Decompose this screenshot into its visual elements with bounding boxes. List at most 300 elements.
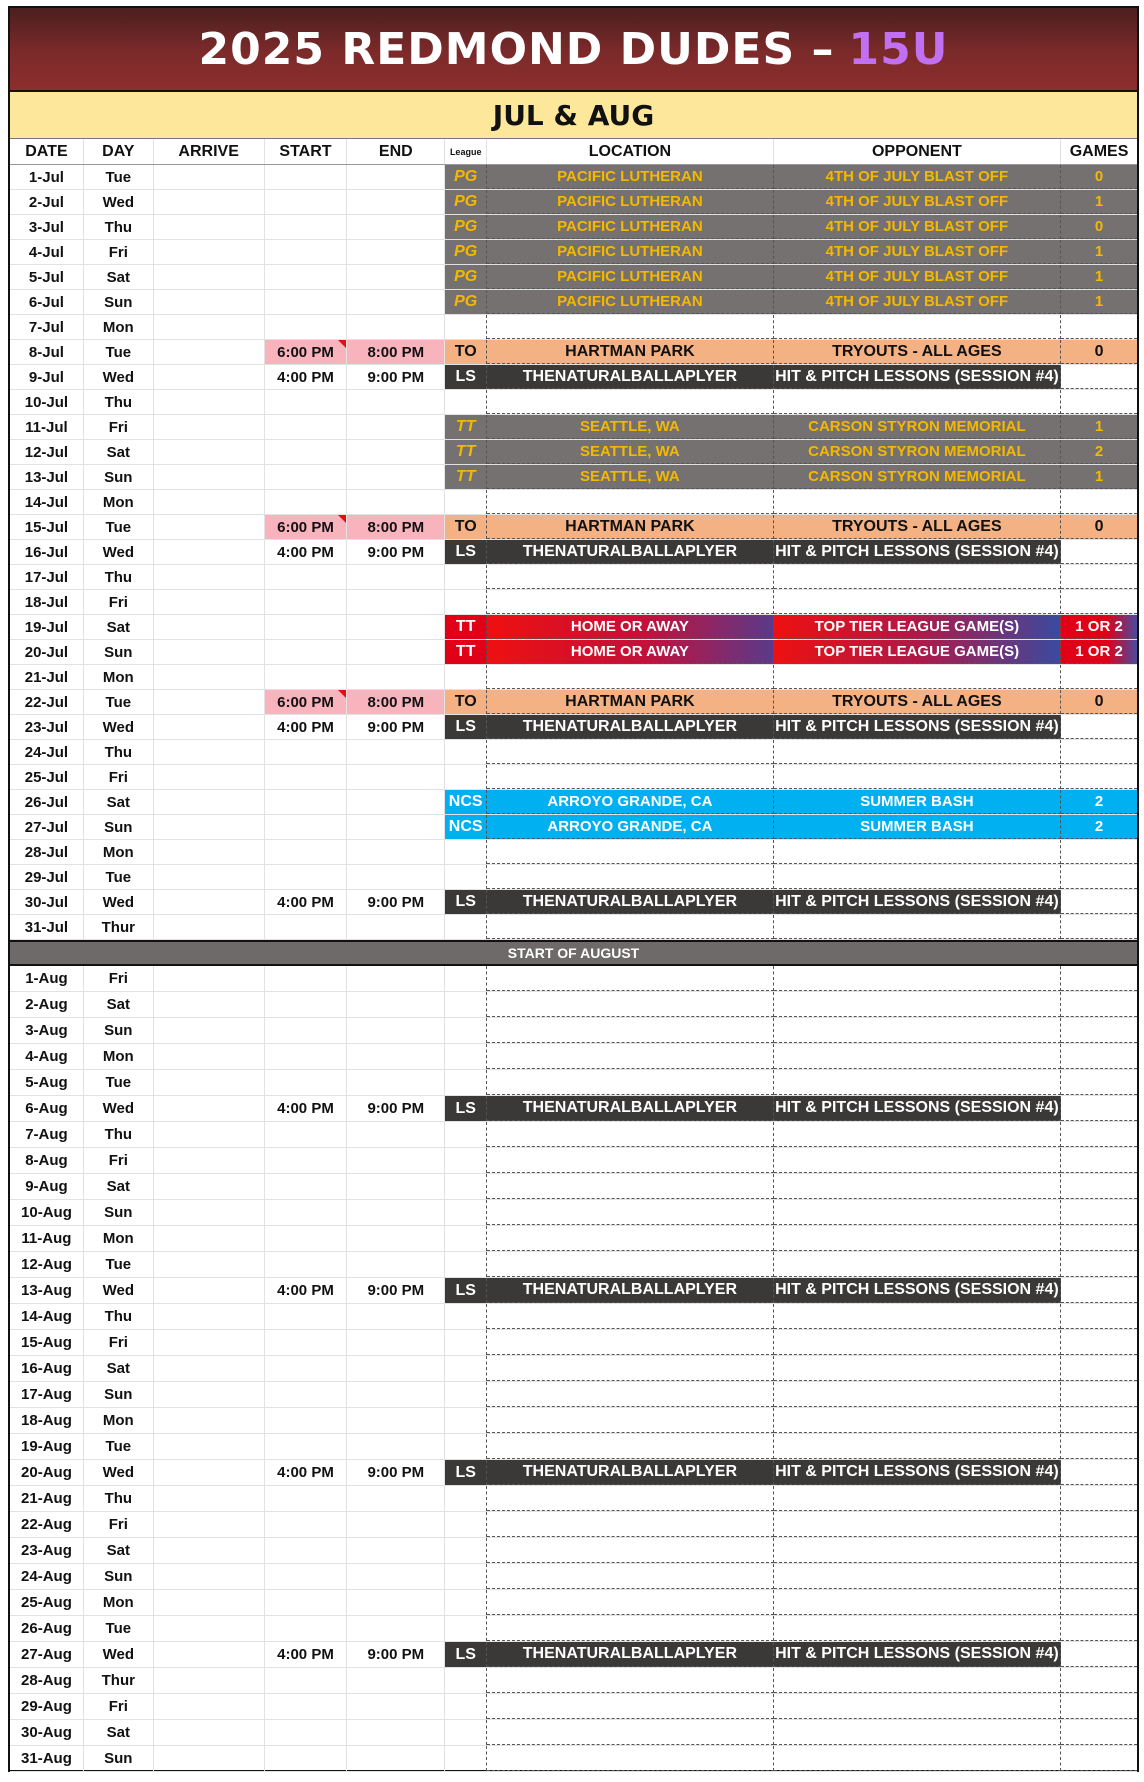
date-cell: 12-Jul: [10, 440, 84, 464]
table-row: [10, 865, 1137, 890]
start-time-cell: 4:00 PM: [265, 1460, 348, 1485]
start-time-cell: [265, 240, 348, 264]
opponent-cell: [774, 590, 1061, 614]
opponent-cell: [774, 1408, 1061, 1433]
date-cell: 31-Aug: [10, 1746, 84, 1771]
games-cell: [1061, 1096, 1137, 1121]
end-time-cell: 8:00 PM: [347, 515, 445, 539]
location-cell: HOME OR AWAY: [487, 640, 773, 664]
start-time-cell: [265, 1382, 348, 1407]
games-cell: [1061, 1070, 1137, 1095]
league-badge: PG: [445, 290, 487, 314]
day-cell: Thu: [84, 1122, 154, 1147]
end-time-cell: [347, 1330, 445, 1355]
league-badge: [445, 1122, 487, 1147]
end-time-cell: [347, 915, 445, 939]
arrive-cell: [154, 240, 265, 264]
arrive-cell: [154, 265, 265, 289]
location-cell: THENATURALBALLAPLYER: [487, 365, 773, 389]
games-cell: [1061, 1590, 1137, 1615]
league-badge: [445, 1252, 487, 1277]
day-cell: Wed: [84, 540, 154, 564]
location-cell: [487, 1148, 773, 1173]
opponent-cell: [774, 1694, 1061, 1719]
date-cell: 2-Jul: [10, 190, 84, 214]
day-cell: Tue: [84, 165, 154, 189]
location-cell: THENATURALBALLAPLYER: [487, 1460, 773, 1485]
end-time-cell: [347, 1408, 445, 1433]
arrive-cell: [154, 890, 265, 914]
day-cell: Fri: [84, 240, 154, 264]
games-cell: [1061, 840, 1137, 864]
league-badge: [445, 992, 487, 1017]
league-badge: TT: [445, 465, 487, 489]
table-row: [10, 465, 1137, 490]
table-row: [10, 992, 1137, 1018]
start-time-cell: [265, 440, 348, 464]
end-time-cell: [347, 565, 445, 589]
opponent-cell: [774, 1616, 1061, 1641]
table-row: [10, 415, 1137, 440]
end-time-cell: [347, 1252, 445, 1277]
table-row: [10, 390, 1137, 415]
table-row: [10, 1460, 1137, 1486]
league-badge: LS: [445, 1096, 487, 1121]
end-time-cell: [347, 1226, 445, 1251]
games-cell: 1: [1061, 465, 1137, 489]
date-cell: 13-Aug: [10, 1278, 84, 1303]
table-row: [10, 1096, 1137, 1122]
opponent-cell: 4TH OF JULY BLAST OFF: [774, 265, 1061, 289]
day-cell: Sun: [84, 1746, 154, 1771]
table-row: [10, 1642, 1137, 1668]
date-cell: 30-Aug: [10, 1720, 84, 1745]
games-cell: [1061, 992, 1137, 1017]
start-time-cell: [265, 966, 348, 991]
date-cell: 16-Aug: [10, 1356, 84, 1381]
arrive-cell: [154, 1122, 265, 1147]
arrive-cell: [154, 790, 265, 814]
table-row: [10, 1200, 1137, 1226]
date-cell: 25-Jul: [10, 765, 84, 789]
end-time-cell: [347, 665, 445, 689]
table-row: [10, 1356, 1137, 1382]
start-time-cell: [265, 1174, 348, 1199]
league-badge: [445, 1512, 487, 1537]
end-time-cell: 8:00 PM: [347, 340, 445, 364]
end-time-cell: [347, 790, 445, 814]
arrive-cell: [154, 665, 265, 689]
date-cell: 8-Aug: [10, 1148, 84, 1173]
table-row: [10, 1486, 1137, 1512]
games-cell: [1061, 365, 1137, 389]
arrive-cell: [154, 190, 265, 214]
league-badge: TO: [445, 340, 487, 364]
date-cell: 23-Jul: [10, 715, 84, 739]
august-separator: START OF AUGUST: [10, 940, 1137, 966]
start-time-cell: [265, 1226, 348, 1251]
start-time-cell: 4:00 PM: [265, 1642, 348, 1667]
end-time-cell: [347, 1382, 445, 1407]
table-row: [10, 240, 1137, 265]
date-cell: 24-Jul: [10, 740, 84, 764]
day-cell: Thur: [84, 1668, 154, 1693]
table-row: [10, 1252, 1137, 1278]
end-time-cell: [347, 165, 445, 189]
start-time-cell: [265, 1434, 348, 1459]
date-cell: 18-Aug: [10, 1408, 84, 1433]
date-cell: 31-Jul: [10, 915, 84, 939]
league-badge: [445, 490, 487, 514]
games-cell: [1061, 1330, 1137, 1355]
opponent-cell: [774, 1590, 1061, 1615]
start-time-cell: [265, 665, 348, 689]
day-cell: Tue: [84, 690, 154, 714]
opponent-cell: [774, 992, 1061, 1017]
day-cell: Thu: [84, 1486, 154, 1511]
header-location: LOCATION: [487, 139, 773, 164]
date-cell: 11-Jul: [10, 415, 84, 439]
table-row: [10, 540, 1137, 565]
table-row: [10, 1512, 1137, 1538]
opponent-cell: [774, 565, 1061, 589]
games-cell: 0: [1061, 515, 1137, 539]
start-time-cell: [265, 490, 348, 514]
day-cell: Sat: [84, 1720, 154, 1745]
date-cell: 5-Jul: [10, 265, 84, 289]
league-badge: TO: [445, 690, 487, 714]
end-time-cell: [347, 315, 445, 339]
arrive-cell: [154, 540, 265, 564]
arrive-cell: [154, 1460, 265, 1485]
arrive-cell: [154, 715, 265, 739]
location-cell: [487, 665, 773, 689]
date-cell: 7-Aug: [10, 1122, 84, 1147]
date-cell: 7-Jul: [10, 315, 84, 339]
games-cell: 1: [1061, 290, 1137, 314]
day-cell: Mon: [84, 490, 154, 514]
opponent-cell: CARSON STYRON MEMORIAL: [774, 440, 1061, 464]
opponent-cell: HIT & PITCH LESSONS (SESSION #4): [774, 890, 1061, 914]
arrive-cell: [154, 640, 265, 664]
date-cell: 19-Jul: [10, 615, 84, 639]
arrive-cell: [154, 1564, 265, 1589]
games-cell: [1061, 1200, 1137, 1225]
league-badge: [445, 1746, 487, 1771]
league-badge: TO: [445, 515, 487, 539]
games-cell: [1061, 865, 1137, 889]
start-time-cell: [265, 1252, 348, 1277]
games-cell: [1061, 1460, 1137, 1485]
day-cell: Wed: [84, 365, 154, 389]
opponent-cell: [774, 1018, 1061, 1043]
start-time-cell: [265, 615, 348, 639]
arrive-cell: [154, 1330, 265, 1355]
end-time-cell: [347, 1616, 445, 1641]
end-time-cell: [347, 1200, 445, 1225]
games-cell: [1061, 1408, 1137, 1433]
schedule-sheet: [8, 6, 1139, 1772]
opponent-cell: 4TH OF JULY BLAST OFF: [774, 215, 1061, 239]
table-row: [10, 1278, 1137, 1304]
arrive-cell: [154, 915, 265, 939]
date-cell: 9-Jul: [10, 365, 84, 389]
league-badge: [445, 1486, 487, 1511]
table-row: [10, 615, 1137, 640]
title-main: 2025 REDMOND DUDES –: [198, 23, 835, 75]
start-time-cell: [265, 740, 348, 764]
table-row: [10, 1226, 1137, 1252]
games-cell: [1061, 1694, 1137, 1719]
table-row: [10, 1122, 1137, 1148]
games-cell: [1061, 1304, 1137, 1329]
table-row: [10, 365, 1137, 390]
opponent-cell: [774, 865, 1061, 889]
location-cell: PACIFIC LUTHERAN: [487, 215, 773, 239]
start-time-cell: [265, 1356, 348, 1381]
arrive-cell: [154, 1278, 265, 1303]
league-badge: [445, 1720, 487, 1745]
start-time-cell: 4:00 PM: [265, 365, 348, 389]
location-cell: [487, 915, 773, 939]
date-cell: 3-Jul: [10, 215, 84, 239]
table-row: [10, 1044, 1137, 1070]
games-cell: [1061, 1252, 1137, 1277]
start-time-cell: [265, 1746, 348, 1771]
end-time-cell: [347, 240, 445, 264]
day-cell: Sun: [84, 465, 154, 489]
league-badge: [445, 1356, 487, 1381]
start-time-cell: [265, 190, 348, 214]
league-badge: [445, 1148, 487, 1173]
location-cell: [487, 740, 773, 764]
day-cell: Sun: [84, 1382, 154, 1407]
day-cell: Fri: [84, 415, 154, 439]
start-time-cell: [265, 315, 348, 339]
league-badge: [445, 1018, 487, 1043]
day-cell: Thu: [84, 740, 154, 764]
table-row: [10, 1720, 1137, 1746]
league-badge: [445, 1616, 487, 1641]
opponent-cell: HIT & PITCH LESSONS (SESSION #4): [774, 715, 1061, 739]
league-badge: [445, 865, 487, 889]
table-row: [10, 815, 1137, 840]
day-cell: Thu: [84, 565, 154, 589]
day-cell: Mon: [84, 665, 154, 689]
league-badge: [445, 1538, 487, 1563]
start-time-cell: [265, 1018, 348, 1043]
league-badge: [445, 765, 487, 789]
opponent-cell: [774, 1070, 1061, 1095]
league-badge: [445, 1434, 487, 1459]
location-cell: [487, 1564, 773, 1589]
location-cell: [487, 1356, 773, 1381]
table-row: [10, 1174, 1137, 1200]
arrive-cell: [154, 1668, 265, 1693]
start-time-cell: [265, 1200, 348, 1225]
league-badge: NCS: [445, 790, 487, 814]
league-badge: [445, 1174, 487, 1199]
league-badge: [445, 665, 487, 689]
header-start: START: [265, 139, 348, 164]
location-cell: HARTMAN PARK: [487, 515, 773, 539]
games-cell: 1: [1061, 240, 1137, 264]
date-cell: 22-Aug: [10, 1512, 84, 1537]
date-cell: 13-Jul: [10, 465, 84, 489]
table-row: [10, 1408, 1137, 1434]
location-cell: SEATTLE, WA: [487, 415, 773, 439]
end-time-cell: [347, 390, 445, 414]
day-cell: Tue: [84, 1616, 154, 1641]
table-row: [10, 966, 1137, 992]
opponent-cell: [774, 315, 1061, 339]
start-time-cell: [265, 915, 348, 939]
league-badge: NCS: [445, 815, 487, 839]
league-badge: PG: [445, 215, 487, 239]
league-badge: [445, 1382, 487, 1407]
date-cell: 23-Aug: [10, 1538, 84, 1563]
games-cell: [1061, 1642, 1137, 1667]
location-cell: [487, 1018, 773, 1043]
date-cell: 27-Jul: [10, 815, 84, 839]
league-badge: PG: [445, 165, 487, 189]
date-cell: 30-Jul: [10, 890, 84, 914]
end-time-cell: [347, 1018, 445, 1043]
start-time-cell: [265, 1668, 348, 1693]
games-cell: 0: [1061, 165, 1137, 189]
arrive-cell: [154, 340, 265, 364]
end-time-cell: [347, 490, 445, 514]
end-time-cell: 9:00 PM: [347, 890, 445, 914]
title-highlight: 15U: [848, 23, 949, 75]
end-time-cell: [347, 465, 445, 489]
end-time-cell: [347, 440, 445, 464]
end-time-cell: [347, 590, 445, 614]
arrive-cell: [154, 440, 265, 464]
table-row: [10, 1668, 1137, 1694]
games-cell: [1061, 966, 1137, 991]
games-cell: [1061, 915, 1137, 939]
day-cell: Tue: [84, 1070, 154, 1095]
end-time-cell: [347, 1148, 445, 1173]
games-cell: [1061, 890, 1137, 914]
opponent-cell: [774, 765, 1061, 789]
day-cell: Fri: [84, 1330, 154, 1355]
date-cell: 4-Aug: [10, 1044, 84, 1069]
arrive-cell: [154, 615, 265, 639]
arrive-cell: [154, 515, 265, 539]
opponent-cell: [774, 490, 1061, 514]
date-cell: 22-Jul: [10, 690, 84, 714]
day-cell: Sat: [84, 992, 154, 1017]
day-cell: Tue: [84, 515, 154, 539]
end-time-cell: [347, 1304, 445, 1329]
day-cell: Mon: [84, 840, 154, 864]
table-row: [10, 265, 1137, 290]
games-cell: [1061, 1564, 1137, 1589]
opponent-cell: [774, 1226, 1061, 1251]
location-cell: [487, 1694, 773, 1719]
arrive-cell: [154, 1694, 265, 1719]
end-time-cell: 9:00 PM: [347, 715, 445, 739]
table-row: [10, 565, 1137, 590]
date-cell: 4-Jul: [10, 240, 84, 264]
arrive-cell: [154, 1512, 265, 1537]
location-cell: PACIFIC LUTHERAN: [487, 190, 773, 214]
start-time-cell: [265, 1486, 348, 1511]
date-cell: 2-Aug: [10, 992, 84, 1017]
location-cell: SEATTLE, WA: [487, 440, 773, 464]
arrive-cell: [154, 740, 265, 764]
arrive-cell: [154, 1200, 265, 1225]
date-cell: 1-Aug: [10, 966, 84, 991]
arrive-cell: [154, 415, 265, 439]
start-time-cell: [265, 390, 348, 414]
games-cell: [1061, 1616, 1137, 1641]
games-cell: [1061, 1512, 1137, 1537]
league-badge: [445, 1044, 487, 1069]
day-cell: Thu: [84, 1304, 154, 1329]
opponent-cell: HIT & PITCH LESSONS (SESSION #4): [774, 1642, 1061, 1667]
table-row: [10, 690, 1137, 715]
day-cell: Sun: [84, 815, 154, 839]
games-cell: [1061, 740, 1137, 764]
arrive-cell: [154, 1356, 265, 1381]
start-time-cell: [265, 590, 348, 614]
location-cell: [487, 1330, 773, 1355]
opponent-cell: [774, 1720, 1061, 1745]
arrive-cell: [154, 590, 265, 614]
start-time-cell: 6:00 PM: [265, 340, 348, 364]
arrive-cell: [154, 1252, 265, 1277]
date-cell: 27-Aug: [10, 1642, 84, 1667]
league-badge: LS: [445, 1642, 487, 1667]
end-time-cell: [347, 1122, 445, 1147]
opponent-cell: 4TH OF JULY BLAST OFF: [774, 190, 1061, 214]
games-cell: [1061, 1486, 1137, 1511]
league-badge: LS: [445, 365, 487, 389]
arrive-cell: [154, 1486, 265, 1511]
opponent-cell: [774, 1564, 1061, 1589]
start-time-cell: [265, 815, 348, 839]
date-cell: 17-Aug: [10, 1382, 84, 1407]
opponent-cell: 4TH OF JULY BLAST OFF: [774, 240, 1061, 264]
table-row: [10, 290, 1137, 315]
opponent-cell: [774, 1356, 1061, 1381]
end-time-cell: [347, 765, 445, 789]
arrive-cell: [154, 966, 265, 991]
games-cell: [1061, 590, 1137, 614]
opponent-cell: 4TH OF JULY BLAST OFF: [774, 165, 1061, 189]
games-cell: [1061, 540, 1137, 564]
location-cell: SEATTLE, WA: [487, 465, 773, 489]
start-time-cell: 4:00 PM: [265, 540, 348, 564]
date-cell: 29-Jul: [10, 865, 84, 889]
day-cell: Fri: [84, 590, 154, 614]
table-row: [10, 1148, 1137, 1174]
date-cell: 19-Aug: [10, 1434, 84, 1459]
header-end: END: [347, 139, 445, 164]
table-row: [10, 1694, 1137, 1720]
day-cell: Sat: [84, 265, 154, 289]
arrive-cell: [154, 1746, 265, 1771]
league-badge: [445, 740, 487, 764]
opponent-cell: [774, 966, 1061, 991]
opponent-cell: [774, 1512, 1061, 1537]
end-time-cell: [347, 615, 445, 639]
start-time-cell: 4:00 PM: [265, 715, 348, 739]
day-cell: Wed: [84, 890, 154, 914]
